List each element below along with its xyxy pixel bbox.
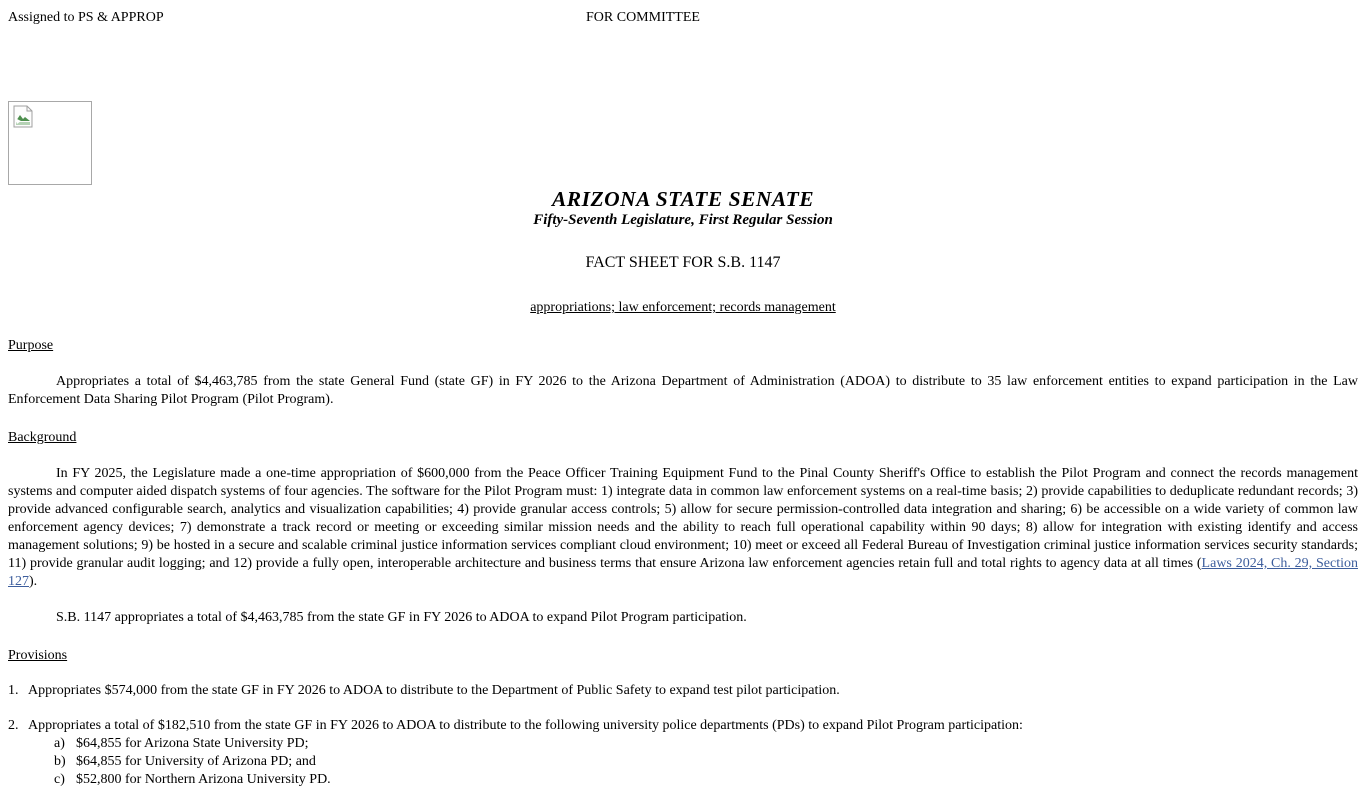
- broken-image-placeholder: [8, 101, 92, 185]
- provision-text: Appropriates a total of $182,510 from the state GF in FY 2026 to ADOA to distribute to the following university police departments (PDs) to expand Pilot Program participation:: [28, 718, 1023, 733]
- assigned-committees-label: Assigned to PS & APPROP: [8, 10, 164, 25]
- senate-title: ARIZONA STATE SENATE: [551, 187, 815, 211]
- provisions-heading: Provisions: [8, 648, 68, 663]
- background-paragraph: [8, 465, 1358, 591]
- sub-item-a: [54, 735, 1358, 753]
- sub-item-text: $64,855 for University of Arizona PD; and: [76, 754, 316, 769]
- laws-citation-link[interactable]: Laws 2024, Ch. 29, Section 127: [8, 556, 1358, 589]
- document-header: [8, 9, 1358, 26]
- bill-subject-line: [8, 299, 1358, 317]
- background-text-after-link: ).: [29, 574, 38, 589]
- fact-sheet-title: FACT SHEET FOR S.B. 1147: [585, 254, 781, 271]
- provision-item-2: [8, 717, 1358, 789]
- sub-item-text: $64,855 for Arizona State University PD;: [76, 736, 309, 751]
- background-paragraph-2: S.B. 1147 appropriates a total of $4,463,785 from the state GF in FY 2026 to ADOA to expand Pilot Program participation.: [56, 610, 747, 625]
- sub-item-letter: a): [54, 736, 65, 751]
- provision-number: 2.: [8, 718, 19, 733]
- purpose-paragraph: Appropriates a total of $4,463,785 from the state General Fund (state GF) in FY 2026 to the Arizona Department of Administration (ADOA) to distribute to 35 law enforcement entities to expand participation in the Law Enforcement Data Sharing Pilot Program (Pilot Program).: [8, 374, 1358, 407]
- background-text-before-link: In FY 2025, the Legislature made a one-time appropriation of $600,000 from the Peace Officer Training Equipment Fund to the Pinal County Sheriff's Office to establish the Pilot Program and connect the records management systems and computer aided dispatch systems of four agencies. The software for the Pilot Program must: 1) integrate data in common law enforcement systems on a real-time basis; 2) provide capabilities to deduplicate redundant records; 3) provide advanced configurable search, analytics and visualization capabilities; 4) provide granular access controls; 5) allow for secure permission-controlled data integration and sharing; 6) be accessible on a wide variety of common law enforcement agency devices; 7) demonstrate a track record or meeting or exceeding similar mission needs and the ability to reach full operational capability within 90 days; 8) allow for integration with existing identify and access management solutions; 9) be hosted in a secure and scalable criminal justice information services compliant cloud environment; 10) meet or exceed all Federal Bureau of Investigation criminal justice information services security standards; 11) provide granular audit logging; and 12) provide a fully open, interoperable architecture and business terms that ensure Arizona law enforcement agencies retain full and total rights to agency data at all times (: [8, 466, 1358, 571]
- sub-item-c: [54, 771, 1358, 789]
- sub-item-text: $52,800 for Northern Arizona University PD.: [76, 772, 331, 787]
- purpose-heading: Purpose: [8, 338, 54, 353]
- sub-item-b: [54, 753, 1358, 771]
- masthead: [8, 187, 1358, 230]
- for-committee-label: FOR COMMITTEE: [586, 10, 700, 25]
- provision-2-sublist: [54, 735, 1358, 789]
- bill-subject-text: appropriations; law enforcement; records management: [530, 300, 836, 315]
- background-heading: Background: [8, 430, 77, 445]
- provision-text: Appropriates $574,000 from the state GF in FY 2026 to ADOA to distribute to the Department of Public Safety to expand test pilot participation.: [28, 683, 840, 698]
- provision-number: 1.: [8, 683, 19, 698]
- legislature-session-subtitle: Fifty-Seventh Legislature, First Regular Session: [533, 212, 833, 228]
- sub-item-letter: c): [54, 772, 65, 787]
- sub-item-letter: b): [54, 754, 66, 769]
- provision-item-1: [8, 682, 1358, 700]
